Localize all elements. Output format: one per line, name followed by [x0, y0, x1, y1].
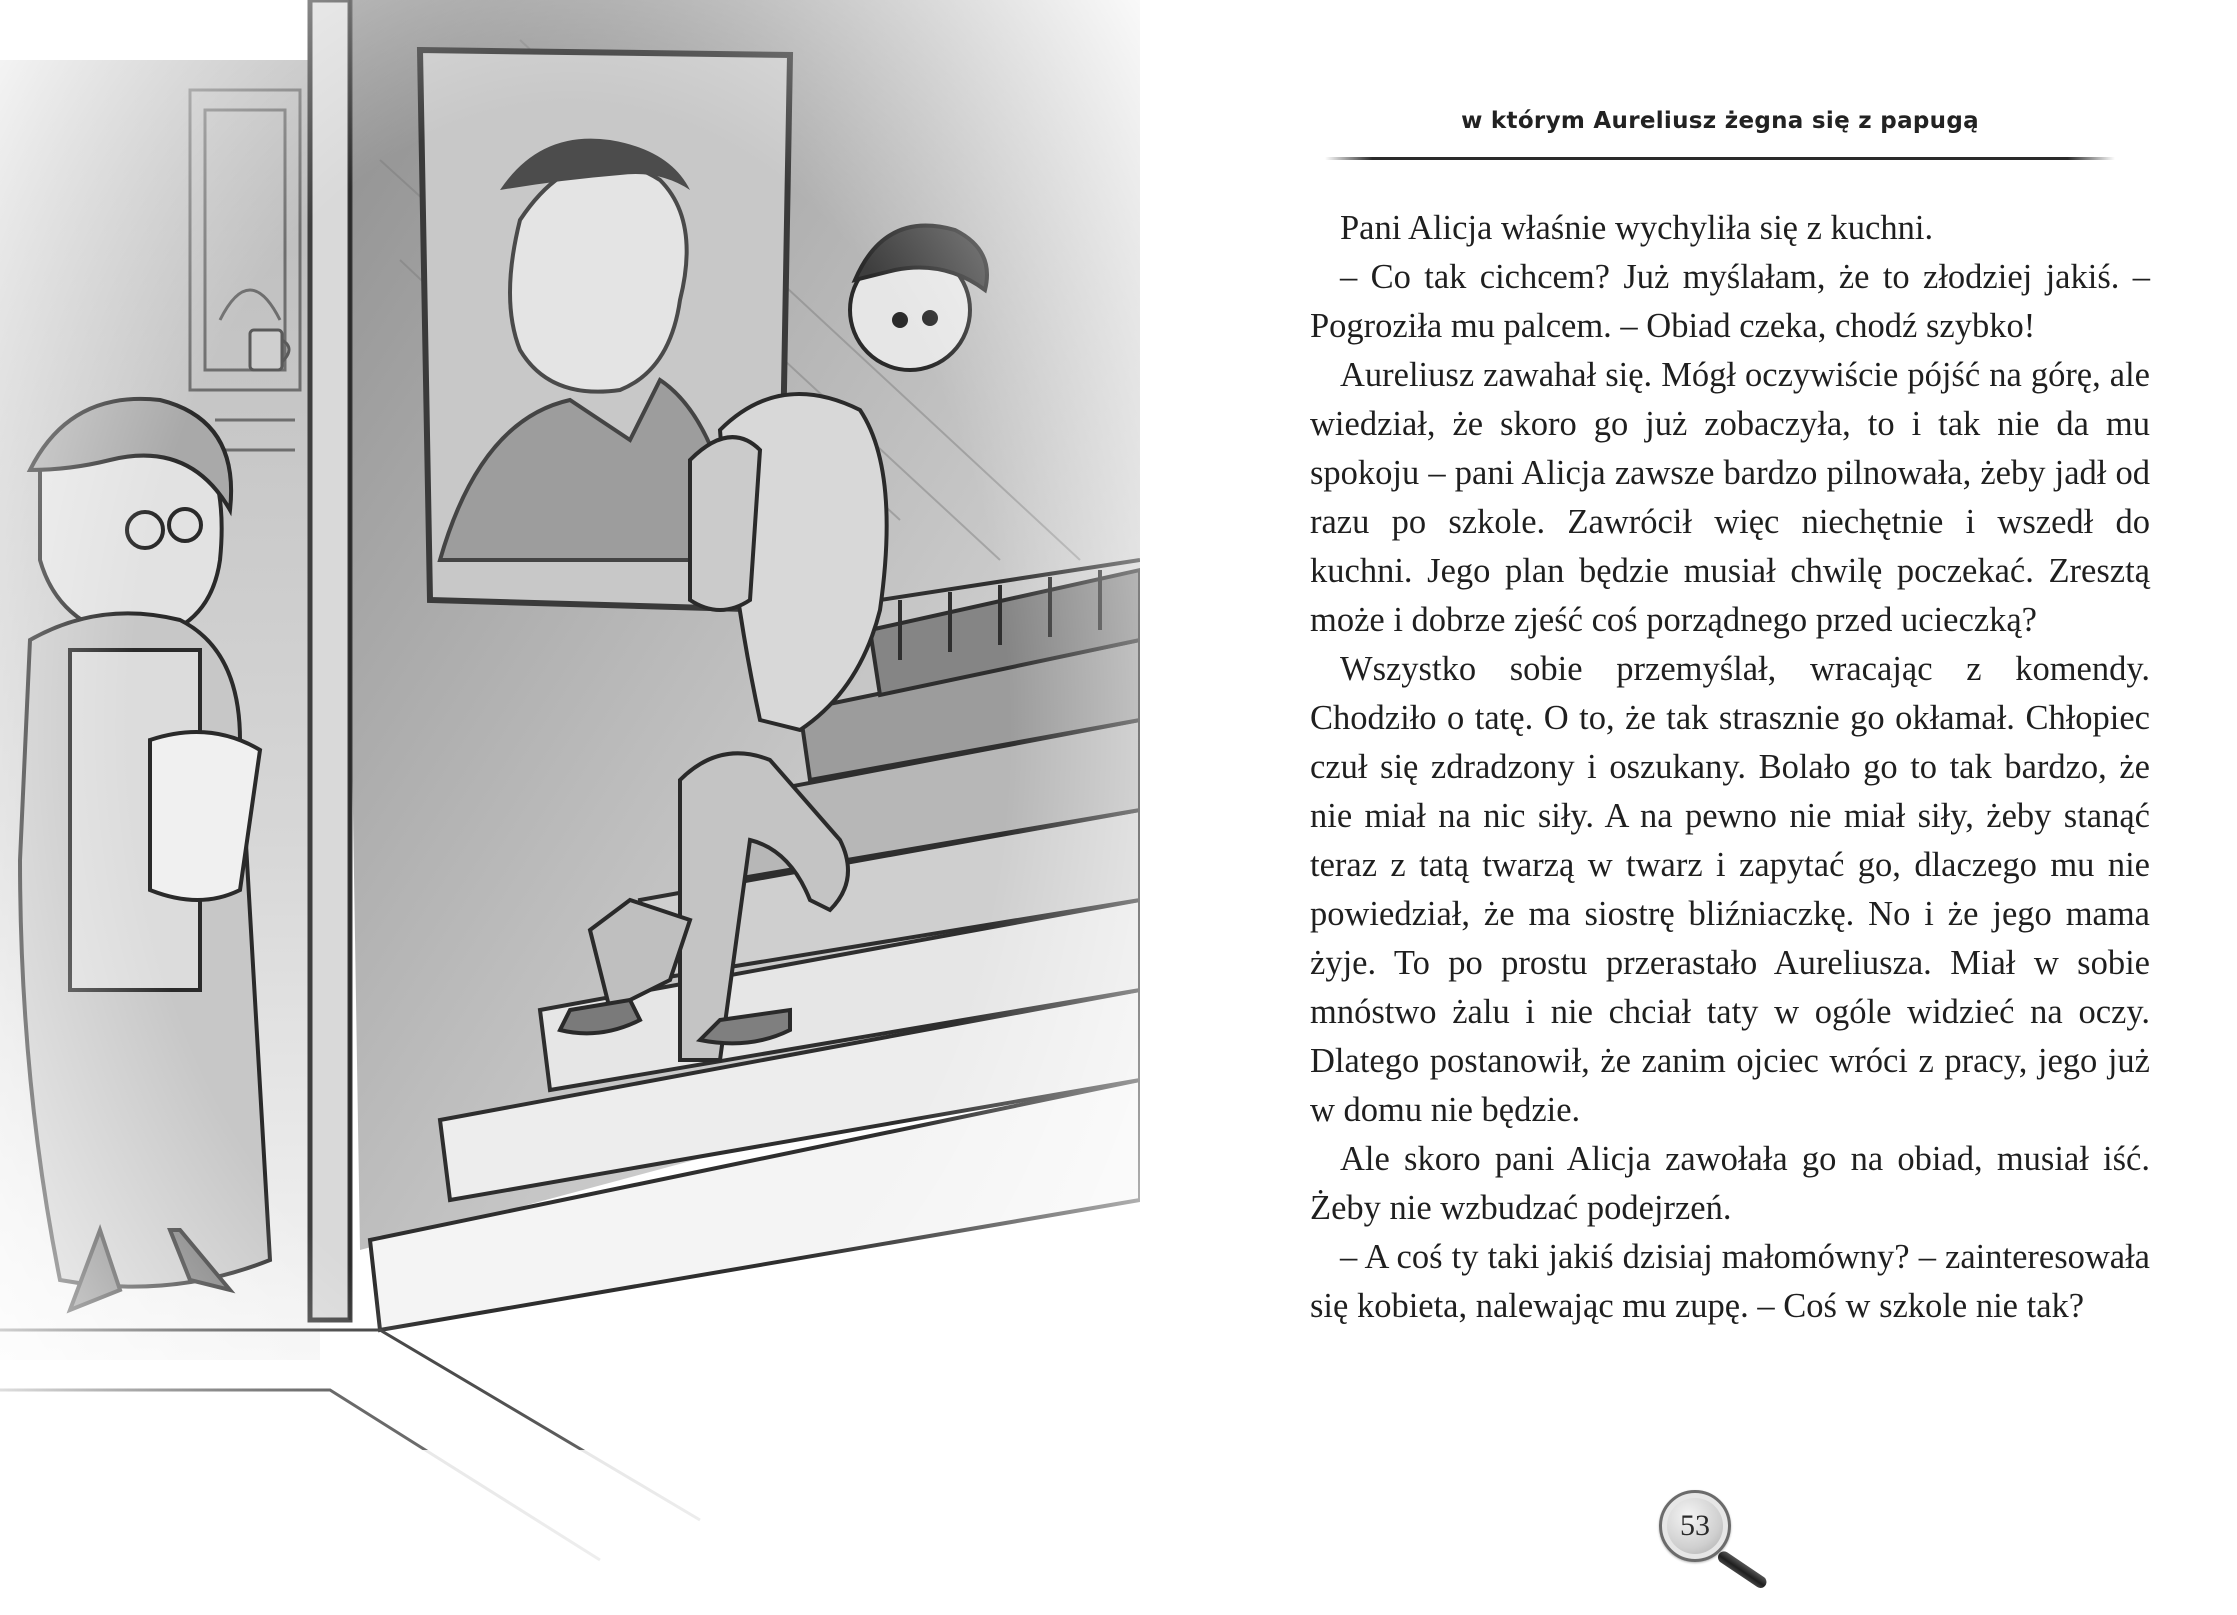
header-rule: [1325, 157, 2115, 160]
body-text: [1310, 204, 2150, 1331]
page-number: 53: [1659, 1490, 1731, 1562]
paragraph: – A coś ty taki jakiś dzisiaj małomówny? – zainteresowała się kobieta, nalewając mu zupę. – Coś w szkole nie tak?: [1310, 1238, 2150, 1325]
paragraph: Aureliusz zawahał się. Mógł oczywiście pójść na górę, ale wiedział, że skoro go już zobaczyła, to i tak nie da mu spokoju – pani Alicja zawsze bardzo pilnowała, żeby jadł od razu po szkole. Zawrócił więc niechętnie i wszedł do kuchni. Jego plan będzie musiał chwilę poczekać. Zresztą może i dobrze zjeść coś porządnego przed ucieczką?: [1310, 356, 2150, 639]
paragraph: Wszystko sobie przemyślał, wracając z komendy. Chodziło o tatę. O to, że tak strasznie go okłamał. Chłopiec czuł się zdradzony i oszukany. Bolało go to tak bardzo, że nie miał na nic siły. A na pewno nie miał siły, żeby stanąć teraz z tatą twarzą w twarz i zapytać go, dlaczego mu nie powiedział, że ma siostrę bliźniaczkę. No i że jego mama żyje. To po prostu przerastało Aureliusza. Miał w sobie mnóstwo żalu i nie chciał taty w ogóle widzieć na oczy. Dlatego postanowił, że zanim ojciec wróci z pracy, jego już w domu nie będzie.: [1310, 650, 2150, 1129]
paragraph: Ale skoro pani Alicja zawołała go na obiad, musiał iść. Żeby nie wzbudzać podejrzeń.: [1310, 1140, 2150, 1227]
running-header: w którym Aureliusz żegna się z papugą: [1461, 108, 1979, 134]
paragraph: – Co tak cichcem? Już myślałam, że to złodziej jakiś. – Pogroziła mu palcem. – Obiad czeka, chodź szybko!: [1310, 258, 2150, 345]
page-number-magnifier: [1659, 1490, 1789, 1580]
magnifier-handle-icon: [1716, 1549, 1769, 1590]
paragraph: Pani Alicja właśnie wychyliła się z kuchni.: [1340, 209, 1934, 247]
text-page: [1300, 0, 2180, 1615]
